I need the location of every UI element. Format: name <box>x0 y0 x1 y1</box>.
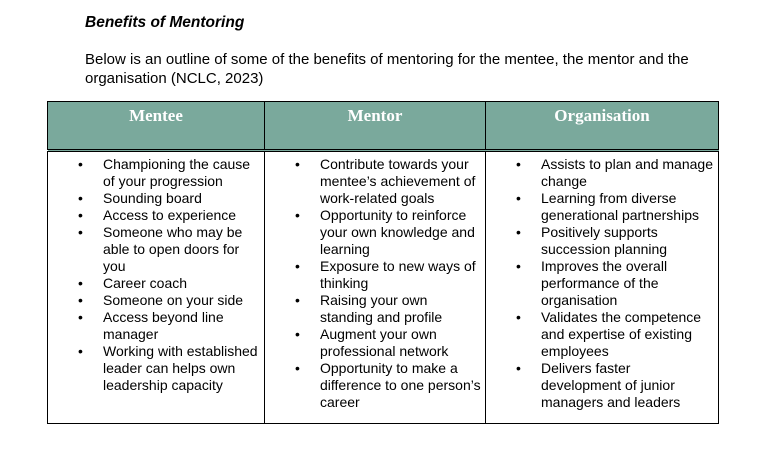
list-item: • Sounding board <box>52 190 260 207</box>
list-item: • Championing the cause of your progression <box>52 156 260 190</box>
column-header-mentor: Mentor <box>265 102 486 151</box>
mentor-benefits-list <box>269 156 481 411</box>
organisation-benefits-list <box>490 156 714 411</box>
benefits-table <box>47 101 719 424</box>
mentee-cell <box>48 151 265 424</box>
table-row <box>48 151 719 424</box>
organisation-cell <box>486 151 719 424</box>
column-header-mentee: Mentee <box>48 102 265 151</box>
list-item: • Validates the competence and expertise of existing employees <box>490 309 714 360</box>
mentor-cell <box>265 151 486 424</box>
list-item: • Positively supports succession planning <box>490 224 714 258</box>
list-item: • Someone on your side <box>52 292 260 309</box>
mentee-benefits-list <box>52 156 260 394</box>
list-item: • Access beyond line manager <box>52 309 260 343</box>
list-item: • Assists to plan and manage change <box>490 156 714 190</box>
list-item: • Access to experience <box>52 207 260 224</box>
list-item: • Augment your own professional network <box>269 326 481 360</box>
list-item: • Working with established leader can helps own leadership capacity <box>52 343 260 394</box>
list-item: • Learning from diverse generational partnerships <box>490 190 714 224</box>
list-item: • Career coach <box>52 275 260 292</box>
intro-paragraph: Below is an outline of some of the benefits of mentoring for the mentee, the mentor and the organisation (NCLC, 2023) <box>85 51 689 87</box>
list-item: • Someone who may be able to open doors for you <box>52 224 260 275</box>
list-item: • Improves the overall performance of the organisation <box>490 258 714 309</box>
list-item: • Raising your own standing and profile <box>269 292 481 326</box>
list-item: • Delivers faster development of junior managers and leaders <box>490 360 714 411</box>
list-item: • Contribute towards your mentee’s achievement of work-related goals <box>269 156 481 207</box>
section-heading: Benefits of Mentoring <box>85 14 245 31</box>
list-item: • Exposure to new ways of thinking <box>269 258 481 292</box>
table-header-row <box>48 102 719 151</box>
column-header-organisation: Organisation <box>486 102 719 151</box>
list-item: • Opportunity to reinforce your own knowledge and learning <box>269 207 481 258</box>
list-item: • Opportunity to make a difference to one person’s career <box>269 360 481 411</box>
